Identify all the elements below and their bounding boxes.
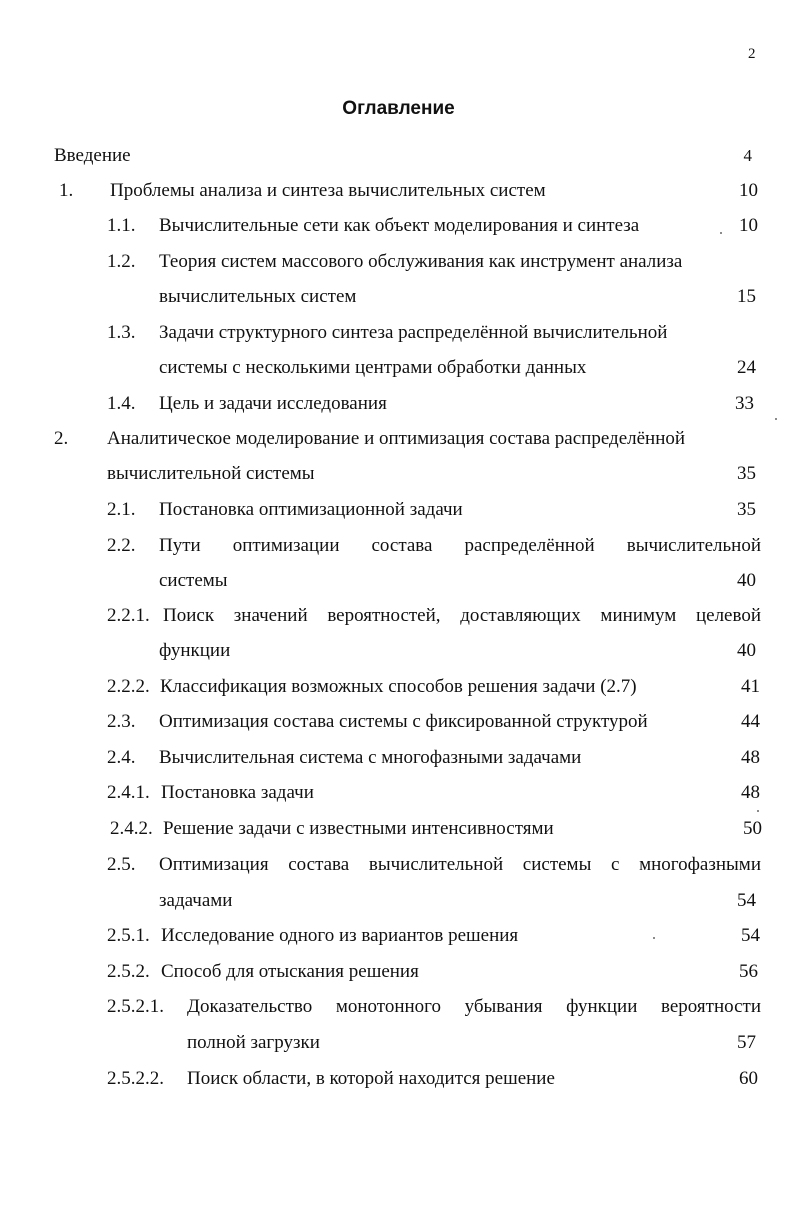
toc-entry-text: Классификация возможных способов решения задачи (2.7) <box>160 676 637 697</box>
toc-entry-page: 4 <box>743 146 752 165</box>
toc-entry-page: 44 <box>741 711 760 732</box>
toc-entry-page: 15 <box>737 286 756 307</box>
scan-speck <box>775 418 777 420</box>
toc-entry-number: 1.4. <box>107 393 136 414</box>
toc-entry-text-continued: полной загрузки <box>187 1032 320 1053</box>
toc-entry-page: 56 <box>739 961 758 982</box>
toc-entry-page: 40 <box>737 570 756 591</box>
toc-entry-page: 24 <box>737 357 756 378</box>
toc-entry-number: 1. <box>59 180 74 201</box>
toc-entry-text-continued: задачами <box>159 890 233 911</box>
toc-entry-text: Доказательство монотонного убывания функции вероятности <box>187 996 761 1017</box>
toc-entry-text: Исследование одного из вариантов решения <box>161 925 519 946</box>
toc-entry-text: Поиск значений вероятностей, доставляющих минимум целевой <box>163 605 761 626</box>
toc-entry-text-continued: вычислительной системы <box>107 463 315 484</box>
toc-entry-number: 1.1. <box>107 215 136 236</box>
toc-entry-number: 1.2. <box>107 251 136 272</box>
toc-entry-page: 48 <box>741 782 760 803</box>
toc-entry-number: 2.5.1. <box>107 925 150 946</box>
toc-entry-page: 60 <box>739 1068 758 1089</box>
toc-entry-text: Теория систем массового обслуживания как инструмент анализа <box>159 251 683 272</box>
toc-entry-page: 50 <box>743 818 762 839</box>
page-title: Оглавление <box>342 98 455 119</box>
toc-entry-number: 2. <box>54 428 69 449</box>
toc-entry-text: Вычислительная система с многофазными задачами <box>159 747 582 768</box>
page-number: 2 <box>748 46 756 62</box>
toc-entry-number: 2.5.2.2. <box>107 1068 164 1089</box>
toc-entry-text: Пути оптимизации состава распределённой вычислительной <box>159 535 761 556</box>
toc-entry-number: 2.5.2. <box>107 961 150 982</box>
toc-entry-number: 2.4.1. <box>107 782 150 803</box>
toc-entry-text: Поиск области, в которой находится решение <box>187 1068 555 1089</box>
toc-entry-page: 48 <box>741 747 760 768</box>
toc-entry-text: Постановка задачи <box>161 782 314 803</box>
toc-entry-number: 1.3. <box>107 322 136 343</box>
toc-entry-number: 2.4.2. <box>110 818 153 839</box>
toc-entry-page: 35 <box>737 463 756 484</box>
toc-entry-text: Вычислительные сети как объект моделирования и синтеза <box>159 215 640 236</box>
toc-entry-page: 10 <box>739 215 758 236</box>
toc-entry-page: 57 <box>737 1032 756 1053</box>
toc-entry-page: 33 <box>735 393 754 414</box>
toc-entry[interactable] <box>0 994 797 1056</box>
toc-entry-page: 54 <box>737 890 756 911</box>
toc-entry-number: 2.5.2.1. <box>107 996 164 1017</box>
toc-entry-page: 10 <box>739 180 758 201</box>
toc-entry-text: Задачи структурного синтеза распределённой вычислительной <box>159 322 668 343</box>
toc-entry-text: Решение задачи с известными интенсивностями <box>163 818 554 839</box>
scan-speck <box>757 810 759 812</box>
toc-entry-page: 41 <box>741 676 760 697</box>
toc-entry-number: 2.1. <box>107 499 136 520</box>
scan-speck <box>720 232 722 234</box>
toc-entry-text: Аналитическое моделирование и оптимизация состава распределённой <box>107 428 686 449</box>
toc-entry-text: Постановка оптимизационной задачи <box>159 499 463 520</box>
toc-entry-number: 2.4. <box>107 747 136 768</box>
toc-entry-page: 40 <box>737 640 756 661</box>
toc-entry-text: Цель и задачи исследования <box>159 393 387 414</box>
toc-entry[interactable] <box>0 852 797 914</box>
toc-entry-number: 2.2.2. <box>107 676 150 697</box>
toc-entry-text-continued: вычислительных систем <box>159 286 357 307</box>
toc-entry-number: 2.2.1. <box>107 605 150 626</box>
toc-entry-text: Способ для отыскания решения <box>161 961 419 982</box>
toc-entry[interactable] <box>0 426 797 488</box>
toc-entry[interactable] <box>0 603 797 665</box>
toc-entry-text-continued: системы <box>159 570 228 591</box>
toc-entry-text: Введение <box>54 145 131 166</box>
toc-entry-text: Проблемы анализа и синтеза вычислительных систем <box>110 180 546 201</box>
toc-entry[interactable] <box>0 320 797 382</box>
toc-entry-text-continued: системы с несколькими центрами обработки данных <box>159 357 587 378</box>
scan-speck <box>653 937 655 939</box>
toc-entry-number: 2.3. <box>107 711 136 732</box>
toc-entry-page: 54 <box>741 925 760 946</box>
toc-entry-number: 2.5. <box>107 854 136 875</box>
toc-entry-text: Оптимизация состава вычислительной системы с многофазными <box>159 854 761 875</box>
toc-entry[interactable] <box>0 533 797 595</box>
toc-entry[interactable] <box>0 249 797 311</box>
toc-entry-number: 2.2. <box>107 535 136 556</box>
toc-entry-page: 35 <box>737 499 756 520</box>
toc-entry-text-continued: функции <box>159 640 231 661</box>
toc-entry-text: Оптимизация состава системы с фиксированной структурой <box>159 711 648 732</box>
